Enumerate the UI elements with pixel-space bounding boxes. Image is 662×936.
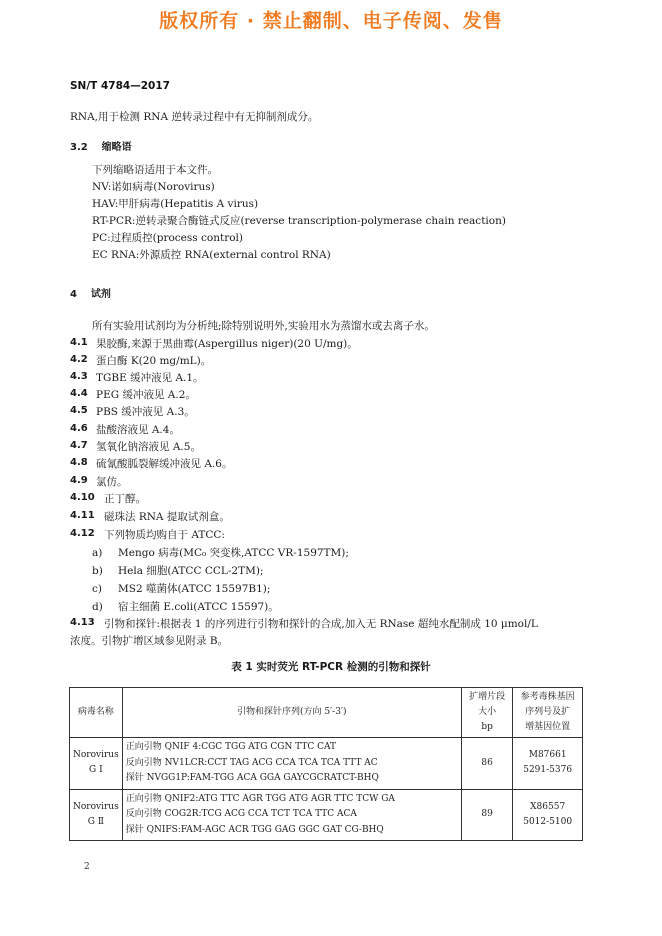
virus-genogroup: G Ⅰ [89,765,103,776]
reference-accession: X86557 [530,801,566,812]
sub-item [92,599,279,614]
section-4-heading [70,285,111,300]
abbr-item: EC RNA:外源质控 RNA(external control RNA) [92,249,331,261]
item-text: PEG 缓冲液见 A.2。 [96,389,196,401]
item-text: 氢氧化钠溶液见 A.5。 [96,441,201,453]
item-number: 4.1 [70,337,88,348]
reverse-primer: 反向引物 COG2R:TCG ACG CCA TCT TCA TTC ACA [125,809,357,819]
probe: 探针 NVGG1P:FAM-TGG ACA GGA GAYCGCRATCT-BHQ [125,773,379,783]
reference-accession: M87661 [528,750,567,761]
item-text: 硫氰酸胍裂解缓冲液见 A.6。 [96,458,233,470]
virus-name: Norovirus [73,801,119,812]
sub-item [92,545,349,560]
reagent-lead: 所有实验用试剂均为分析纯;除特别说明外,实验用水为蒸馏水或去离子水。 [92,320,435,332]
reference-cell [513,738,583,790]
item-number: 4.9 [70,475,88,486]
sequence-cell [122,738,461,790]
page-number: 2 [84,862,90,872]
virus-cell [70,738,123,790]
abbr-lead: 下列缩略语适用于本文件。 [92,164,218,176]
sub-item-text: MS2 噬菌体(ATCC 15597B1); [118,583,271,595]
size-cell: 86 [461,738,513,790]
col-header-reference [513,688,583,738]
virus-genogroup: G Ⅱ [87,816,104,827]
standard-number: SN/T 4784—2017 [70,80,170,92]
item-number: 4.8 [70,457,88,468]
abbr-item: PC:过程质控(process control) [92,232,243,244]
col-header-virus: 病毒名称 [70,688,123,738]
probe: 探针 QNIFS:FAM-AGC ACR TGG GAG GGC GAT CG-BHQ [125,824,384,835]
sub-item [92,563,264,578]
item-number: 4.7 [70,440,88,451]
abbr-item: RT-PCR:逆转录聚合酶链式反应(reverse transcription-polymerase chain reaction) [92,215,506,227]
section-title: 缩略语 [101,142,132,153]
sub-item-label: d) [92,601,103,613]
col-header-size [461,688,513,738]
forward-primer: 正向引物 QNIF 4:CGC TGG ATG CGN TTC CAT [125,742,336,752]
header-line: 序列号及扩 [525,707,571,717]
virus-cell [70,789,123,841]
sub-item-label: b) [92,565,103,577]
item-text: 蛋白酶 K(20 mg/mL)。 [96,355,212,367]
reverse-primer: 反向引物 NV1LCR:CCT TAG ACG CCA TCA TCA TTT AC [125,757,378,768]
reference-position: 5291-5376 [523,765,573,776]
col-header-sequence: 引物和探针序列(方向 5′-3′) [122,688,461,738]
header-line: bp [481,722,493,732]
item-text: 盐酸溶液见 A.4。 [96,424,180,436]
virus-name: Norovirus [73,750,119,761]
item-text: 下列物质均购自于 ATCC: [104,529,225,541]
watermark-banner: 版权所有 · 禁止翻制、电子传阅、发售 [159,10,503,32]
sub-item [92,581,270,596]
reference-cell [513,789,583,841]
sub-item-label: a) [92,547,103,559]
table-header-row [70,688,583,738]
sub-item-text: Hela 细胞(ATCC CCL-2TM); [118,565,264,577]
sub-item-text: 宿主细菌 E.coli(ATCC 15597)。 [118,601,279,613]
item-text: 磁珠法 RNA 提取试剂盒。 [104,511,230,523]
sub-item-label: c) [92,583,102,595]
header-line: 增基因位置 [525,722,571,732]
intro-line: RNA,用于检测 RNA 逆转录过程中有无抑制剂成分。 [70,111,319,123]
section-number: 3.2 [70,142,88,153]
section-3-2-heading [70,138,132,153]
sequence-cell [122,789,461,841]
item-number: 4.12 [70,528,95,539]
sub-item-text: Mengo 病毒(MC₀ 突变株,ATCC VR-1597TM); [118,547,349,559]
reference-position: 5012-5100 [523,816,573,827]
header-line: 扩增片段 [469,692,506,702]
item-number: 4.6 [70,423,88,434]
item-text: 正丁醇。 [104,493,146,505]
table-row [70,738,583,790]
item-text: PBS 缓冲液见 A.3。 [96,406,195,418]
abbr-item: HAV:甲肝病毒(Hepatitis A virus) [92,198,259,210]
item-number: 4.2 [70,354,88,365]
forward-primer: 正向引物 QNIF2:ATG TTC AGR TGG ATG AGR TTC TCW GA [125,793,395,804]
primer-table [69,687,583,841]
size-cell: 89 [461,789,513,841]
item-number: 4.11 [70,510,95,521]
section-title: 试剂 [90,289,111,300]
item-number: 4.13 [70,617,95,628]
item-number: 4.3 [70,371,88,382]
item-text-continued: 浓度。引物扩增区域参见附录 B。 [70,635,229,647]
header-line: 大小 [478,707,497,717]
header-line: 参考毒株基因 [520,692,575,702]
item-number: 4.10 [70,492,95,503]
section-number: 4 [70,289,77,300]
item-text: 引物和探针:根据表 1 的序列进行引物和探针的合成,加入无 RNase 超纯水配制成 10 μmol/L [104,618,538,630]
table-caption: 表 1 实时荧光 RT-PCR 检测的引物和探针 [231,661,431,673]
abbr-item: NV:诺如病毒(Norovirus) [92,181,215,193]
item-text: TGBE 缓冲液见 A.1。 [96,372,204,384]
table-row [70,789,583,841]
item-number: 4.4 [70,388,88,399]
item-number: 4.5 [70,405,88,416]
item-text: 果胶酶,来源于黑曲霉(Aspergillus niger)(20 U/mg)。 [96,338,358,350]
item-text: 氯仿。 [96,476,128,488]
